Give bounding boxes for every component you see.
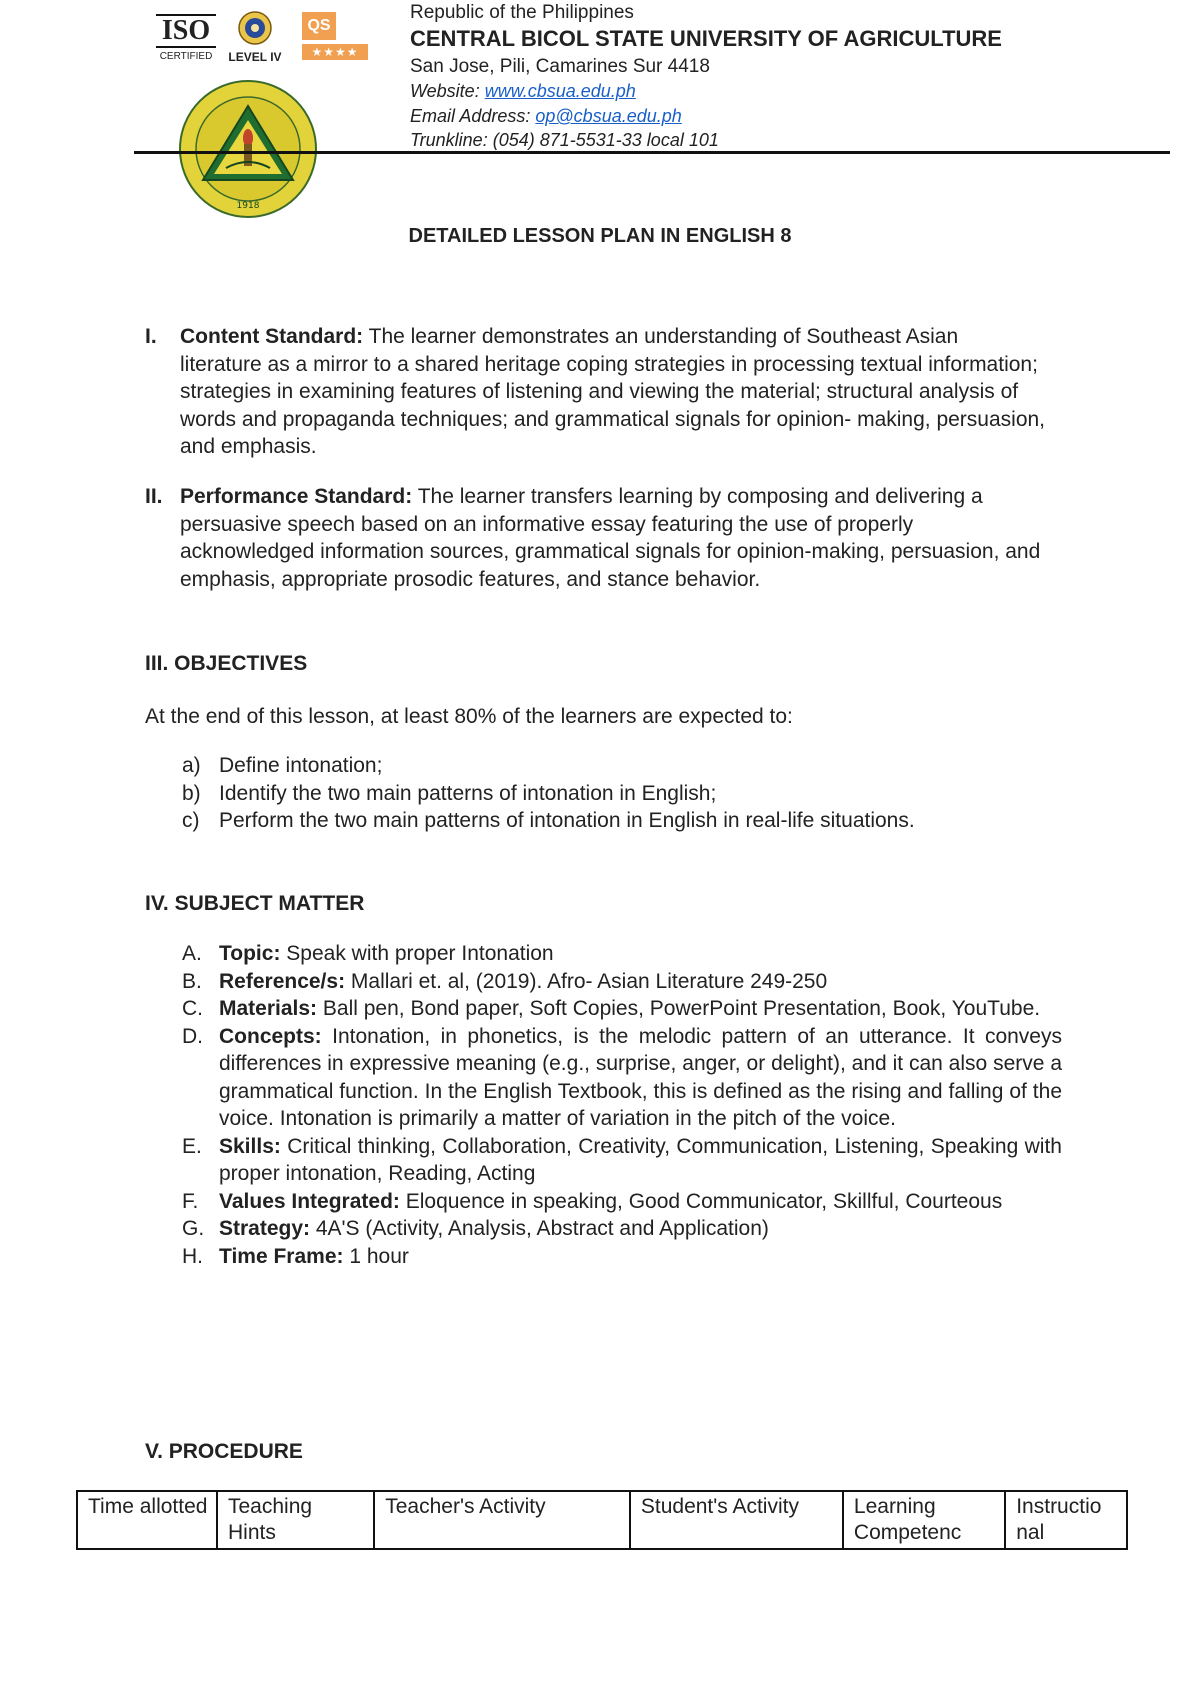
item-text: Ball pen, Bond paper, Soft Copies, PowerPoint Presentation, Book, YouTube.: [317, 997, 1041, 1020]
subject-matter-list: [182, 940, 1062, 1270]
republic-text: Republic of the Philippines: [410, 2, 634, 23]
procedure-heading: V. PROCEDURE: [145, 1440, 303, 1463]
column-header: Teacher's Activity: [374, 1491, 630, 1549]
item-text: 4A'S (Activity, Analysis, Abstract and Application): [310, 1217, 769, 1240]
item-text: Speak with proper Intonation: [280, 942, 554, 965]
item-text: Critical thinking, Collaboration, Creativity, Communication, Listening, Speaking with proper intonation, Reading, Acting: [219, 1134, 1062, 1185]
list-marker: G.: [182, 1217, 205, 1240]
website-label: Website:: [410, 81, 485, 101]
column-header: Student's Activity: [630, 1491, 843, 1549]
content-standard-section: [145, 323, 1045, 461]
list-item: [182, 1188, 1062, 1216]
objectives-intro: At the end of this lesson, at least 80% of the learners are expected to:: [145, 705, 793, 728]
university-address: San Jose, Pili, Camarines Sur 4418: [410, 56, 710, 77]
item-label: Skills:: [219, 1134, 281, 1158]
list-item: [182, 968, 1062, 996]
objective-text: Identify the two main patterns of intonation in English;: [219, 781, 717, 805]
content-standard-label: Content Standard:: [180, 325, 364, 348]
list-marker: B.: [182, 969, 202, 993]
qs-stars: ★★★★: [302, 44, 368, 60]
procedure-table: [76, 1490, 1128, 1550]
item-text: Eloquence in speaking, Good Communicator, Skillful, Courteous: [399, 1189, 1003, 1213]
list-item: [182, 780, 1062, 808]
item-label: Materials:: [219, 997, 318, 1020]
svg-text:1918: 1918: [236, 201, 260, 211]
objective-text: Define intonation;: [219, 754, 383, 777]
section-number: I.: [145, 325, 157, 348]
item-label: Reference/s:: [219, 969, 346, 993]
subject-matter-heading: IV. SUBJECT MATTER: [145, 892, 365, 915]
content-standard-text: The learner demonstrates an understanding of Southeast Asian literature as a mirror to a shared heritage coping strategies in processing textual information; strategies in examining features of listening and viewing the material; structural analysis of words and propaganda techniques; and grammatical signals for opinion- making, persuasion, and emphasis.: [180, 325, 1046, 458]
list-marker: A.: [182, 942, 202, 965]
iso-logo-subtext: CERTIFIED: [159, 51, 213, 62]
website-line: [410, 79, 636, 104]
header-divider: [134, 151, 1170, 154]
item-label: Time Frame:: [219, 1244, 344, 1268]
column-header: Time allotted: [77, 1491, 217, 1549]
list-item: [182, 995, 1062, 1023]
item-text: Intonation, in phonetics, is the melodic pattern of an utterance. It conveys differences in expressive meaning (e.g., surprise, anger, or delight), and it can also serve a grammatical function. In the English Textbook, this is defined as the rising and falling of the voice. Intonation is primarily a matter of variation in the pitch of the voice.: [219, 1024, 1062, 1130]
list-item: [182, 752, 1062, 780]
list-marker: D.: [182, 1024, 203, 1048]
objective-text: Perform the two main patterns of intonation in English in real-life situations.: [219, 809, 915, 832]
accreditation-seal-icon: [235, 10, 275, 46]
list-marker: b): [182, 781, 201, 805]
list-item: [182, 1133, 1062, 1188]
performance-standard-text: The learner transfers learning by composing and delivering a persuasive speech based on an informative essay featuring the use of properly acknowledged information sources, grammatical signals for opinion-making, persuasion, and emphasis, appropriate prosodic features, and stance behavior.: [180, 485, 1041, 591]
iso-logo-text: ISO: [156, 14, 216, 48]
objectives-heading: III. OBJECTIVES: [145, 652, 308, 675]
item-text: 1 hour: [343, 1244, 409, 1268]
list-marker: E.: [182, 1134, 202, 1158]
email-line: [410, 104, 682, 129]
list-item: [182, 807, 1062, 835]
objectives-list: [182, 752, 1062, 835]
list-item: [182, 1023, 1062, 1133]
list-item: [182, 1215, 1062, 1243]
performance-standard-section: [145, 483, 1045, 593]
qs-logo: [302, 12, 368, 66]
item-label: Topic:: [219, 942, 281, 965]
list-item: [182, 1243, 1062, 1271]
column-header: Teaching Hints: [217, 1491, 374, 1549]
list-marker: C.: [182, 997, 203, 1020]
level-iv-text: LEVEL IV: [228, 50, 282, 64]
table-header-row: [77, 1491, 1127, 1549]
website-link[interactable]: www.cbsua.edu.ph: [484, 81, 636, 101]
column-header: Learning Competenc: [843, 1491, 1005, 1549]
university-seal-icon: [178, 80, 318, 218]
level-iv-logo: [222, 10, 288, 66]
list-marker: a): [182, 754, 201, 777]
item-text: Mallari et. al, (2019). Afro- Asian Literature 249-250: [345, 969, 828, 993]
qs-badge: QS: [302, 12, 336, 40]
email-link[interactable]: op@cbsua.edu.ph: [535, 106, 682, 126]
list-item: [182, 940, 1062, 968]
list-marker: F.: [182, 1189, 199, 1213]
list-marker: c): [182, 809, 200, 832]
item-label: Values Integrated:: [219, 1189, 400, 1213]
item-label: Concepts:: [219, 1024, 322, 1048]
list-marker: H.: [182, 1244, 203, 1268]
trunkline-text: Trunkline: (054) 871-5531-33 local 101: [410, 130, 719, 150]
performance-standard-label: Performance Standard:: [180, 485, 413, 508]
item-label: Strategy:: [219, 1217, 311, 1240]
iso-logo: [156, 14, 216, 66]
university-seal: [178, 80, 318, 218]
email-label: Email Address:: [410, 106, 536, 126]
university-name: CENTRAL BICOL STATE UNIVERSITY OF AGRICULTURE: [410, 26, 1002, 51]
column-header: Instructio nal: [1005, 1491, 1127, 1549]
section-number: II.: [145, 485, 163, 508]
page-title: DETAILED LESSON PLAN IN ENGLISH 8: [408, 225, 792, 247]
